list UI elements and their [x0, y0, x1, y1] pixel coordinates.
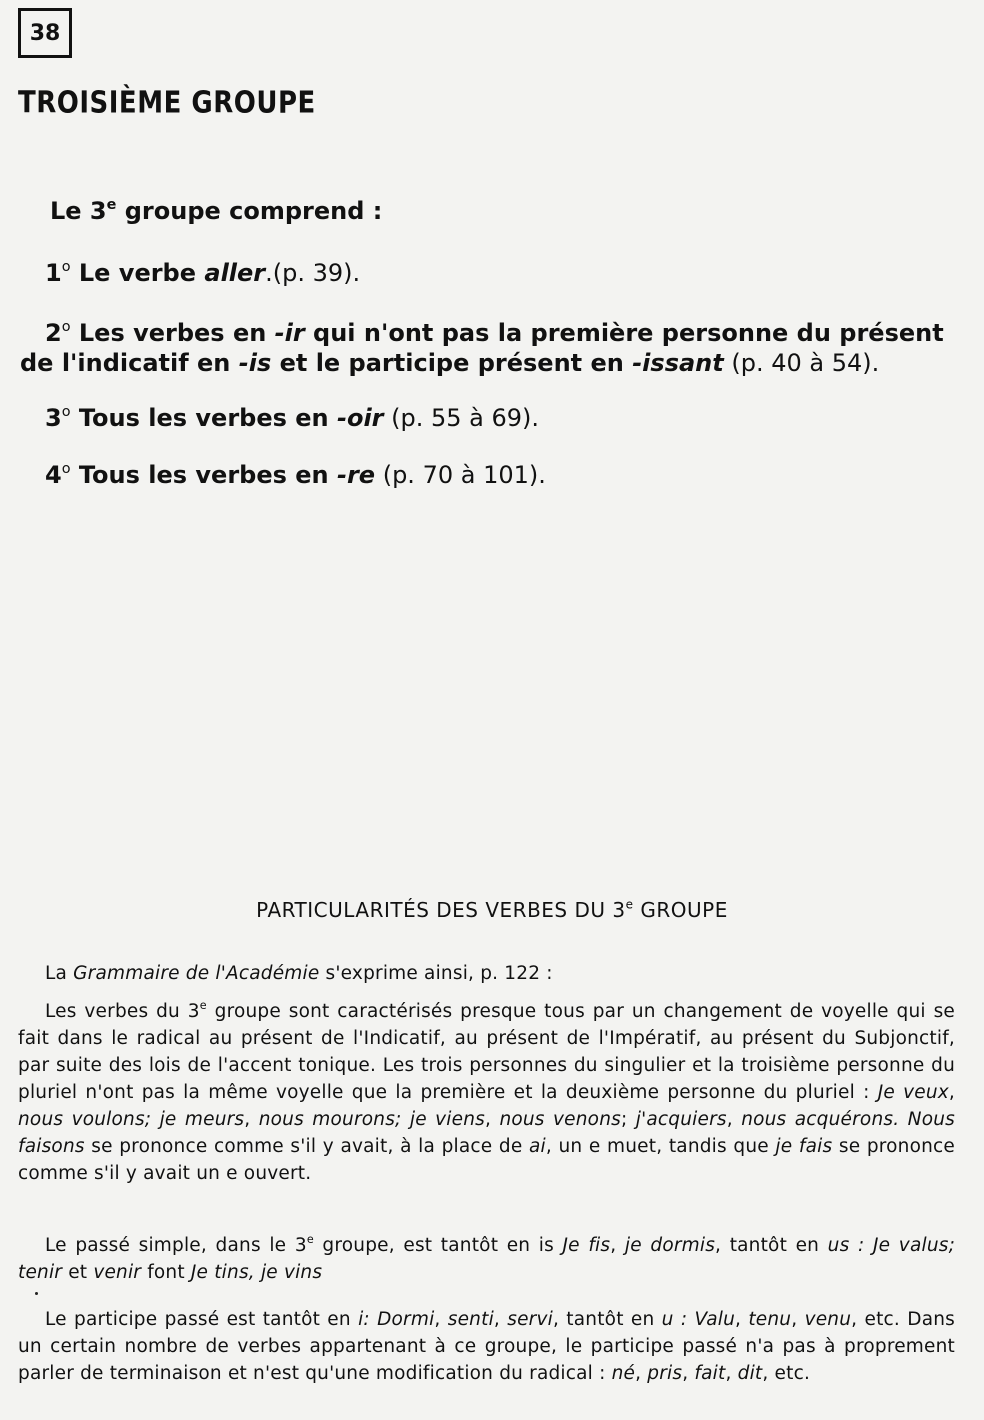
paragraph-participe-passe: Le participe passé est tantôt en i: Dormi, senti, servi, tantôt en u : Valu, tenu, venu, etc. Dans un certain nombre de verbes appartenant à ce groupe, le participe passé n'a pas à proprement parler de terminaison et n'est qu'une modification du radical : né, pris, fait, dit, etc. — [18, 1309, 955, 1384]
paragraph-vowel-change: Les verbes du 3e groupe sont caractérisés presque tous par un changement de voyelle qui se fait dans le radical au présent de l'Indicatif, au présent de l'Impératif, au présent du Subjonctif, par suite des lois de l'accent tonique. Les trois personnes du singulier et la troisième personne du pluriel n'ont pas la même voyelle que la première et la deuxième personne du pluriel : Je veux, nous voulons; je meurs, nous mourons; je viens, nous venons; j'acquiers, nous acquérons. Nous faisons se prononce comme s'il y avait, à la place de ai, un e muet, tandis que je fais se prononce comme s'il y avait un e ouvert. — [18, 999, 956, 1184]
list-item-4: 4$^o$ Tous les verbes en -re (p. 70 à 101). — [45, 460, 546, 489]
list-item-2: 2$^o$ Les verbes en -ir qui n'ont pas la première personne du présent — [45, 318, 944, 347]
list-item-3: 3$^o$ Tous les verbes en -oir (p. 55 à 69). — [45, 403, 540, 432]
list-item-1: 1$^o$ Le verbe aller.(p. 39). — [45, 258, 361, 287]
section-lead: La Grammaire de l'Académie s'exprime ainsi, p. 122 : — [45, 963, 553, 984]
page-heading: TROISIÈME GROUPE — [18, 86, 316, 121]
paragraph-passe-simple: Le passé simple, dans le 3e groupe, est tantôt en is Je fis, je dormis, tantôt en us : Je valus; tenir et venir font Je tins, je vins — [18, 1233, 956, 1283]
stray-dot-mark — [35, 1292, 38, 1295]
intro-line: Le 3e groupe comprend : — [50, 196, 383, 225]
list-item-2-continued: de l'indicatif en -is et le participe présent en -issant (p. 40 à 54). — [20, 349, 880, 377]
section-title: PARTICULARITÉS DES VERBES DU 3e GROUPE — [256, 897, 728, 922]
page-number: 38 — [18, 8, 72, 58]
